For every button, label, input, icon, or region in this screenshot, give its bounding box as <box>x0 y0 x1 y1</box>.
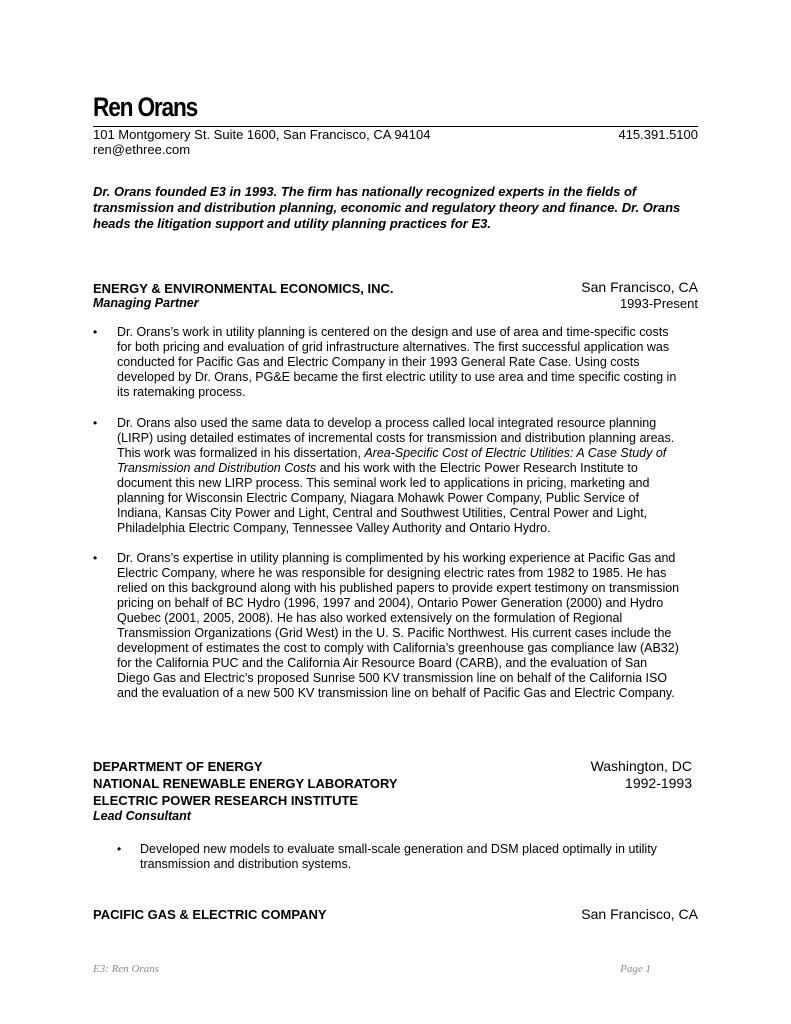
text-line: development of estimates the cost to comply with California’s greenhouse gas compliance law (AB32) <box>117 641 679 655</box>
dissertation-title: Transmission and Distribution Costs <box>117 461 317 475</box>
text-line: for both pricing and evaluation of grid infrastructure alternatives. The first successful application was <box>117 340 670 354</box>
text-line <box>117 446 674 461</box>
job1-organization: ENERGY & ENVIRONMENTAL ECONOMICS, INC. <box>93 281 394 296</box>
job1-role: Managing Partner <box>93 296 199 310</box>
text-line: document this new LIRP process. This seminal work led to applications in pricing, marketing and <box>117 476 650 490</box>
text-line: relied on this background along with his published papers to provide expert testimony on transmission <box>117 581 680 595</box>
bullet-icon: • <box>93 416 98 430</box>
address: 101 Montgomery St. Suite 1600, San Francisco, CA 94104 <box>93 127 431 142</box>
dissertation-title: Area-Specific Cost of Electric Utilities: A Case Study of <box>364 446 667 460</box>
page-number: Page 1 <box>620 963 651 975</box>
footer-left: E3: Ren Orans <box>93 963 159 975</box>
job2-organization-1: DEPARTMENT OF ENERGY <box>93 759 263 774</box>
text-line: transmission and distribution systems. <box>140 857 352 871</box>
text-line: Dr. Orans’s work in utility planning is centered on the design and use of area and time-specific costs <box>117 325 669 339</box>
text-line: (LIRP) using detailed estimates of incremental costs for transmission and distribution planning areas. <box>117 431 675 445</box>
text-run: This work was formalized in his dissertation, <box>117 446 365 460</box>
text-line: pricing on behalf of BC Hydro (1996, 1997 and 2004), Ontario Power Generation (2000) and Hydro <box>117 596 664 610</box>
text-line: Dr. Orans also used the same data to develop a process called local integrated resource planning <box>117 416 657 430</box>
job2-dates: 1992-1993 <box>625 775 692 791</box>
summary-line: Dr. Orans founded E3 in 1993. The firm has nationally recognized experts in the fields of <box>93 184 637 199</box>
job1-location: San Francisco, CA <box>581 279 698 295</box>
summary-line: transmission and distribution planning, economic and regulatory theory and finance. Dr. Orans <box>93 200 681 215</box>
summary-line: heads the litigation support and utility planning practices for E3. <box>93 216 491 231</box>
job1-bullet-1 <box>117 325 676 400</box>
email[interactable]: ren@ethree.com <box>93 142 191 157</box>
job2-role: Lead Consultant <box>93 809 191 823</box>
job1-bullet-2 <box>117 416 674 536</box>
bullet-icon: • <box>93 325 98 339</box>
text-line: Electric Company, where he was responsible for designing electric rates from 1982 to 1985. He has <box>117 566 667 580</box>
text-line: Quebec (2001, 2005, 2008). He has also worked extensively on the formulation of Regional <box>117 611 623 625</box>
phone: 415.391.5100 <box>618 127 698 142</box>
job2-organization-3: ELECTRIC POWER RESEARCH INSTITUTE <box>93 793 359 808</box>
job2-location: Washington, DC <box>590 758 692 774</box>
bullet-icon: • <box>117 842 122 856</box>
candidate-name: Ren Orans <box>93 92 198 122</box>
job1-dates: 1993-Present <box>619 296 698 311</box>
text-line: Dr. Orans’s expertise in utility planning is complimented by his working experience at Pacific Gas and <box>117 551 676 565</box>
text-line: planning for Wisconsin Electric Company, Niagara Mohawk Power Company, Public Service of <box>117 491 639 505</box>
text-run: and his work with the Electric Power Research Institute to <box>316 461 638 475</box>
bullet-icon: • <box>93 551 98 565</box>
text-line: Transmission Organizations (Grid West) in the U. S. Pacific Northwest. His current cases include the <box>117 626 672 640</box>
text-line: Developed new models to evaluate small-scale generation and DSM placed optimally in utility <box>140 842 657 856</box>
text-line: conducted for Pacific Gas and Electric Company in their 1993 General Rate Case. Using costs <box>117 355 640 369</box>
text-line: its ratemaking process. <box>117 385 246 399</box>
text-line: Diego Gas and Electric’s proposed Sunrise 500 KV transmission line on behalf of the California ISO <box>117 671 668 685</box>
job2-organization-2: NATIONAL RENEWABLE ENERGY LABORATORY <box>93 776 398 791</box>
text-line: Philadelphia Electric Company, Tennessee Valley Authority and Ontario Hydro. <box>117 521 551 535</box>
job3-location: San Francisco, CA <box>581 906 698 922</box>
job1-bullet-3 <box>117 551 679 701</box>
text-line: Indiana, Kansas City Power and Light, Central and Southwest Utilities, Central Power and Light, <box>117 506 648 520</box>
text-line <box>117 461 674 476</box>
text-line: developed by Dr. Orans, PG&E became the first electric utility to use area and time specific costing in <box>117 370 677 384</box>
job3-organization: PACIFIC GAS & ELECTRIC COMPANY <box>93 907 327 922</box>
summary-paragraph <box>93 184 699 232</box>
text-line: for the California PUC and the California Air Resource Board (CARB), and the evaluation of San <box>117 656 648 670</box>
text-line: and the evaluation of a new 500 KV transmission line on behalf of Pacific Gas and Electric Company. <box>117 686 675 700</box>
job2-bullet-1 <box>140 842 657 872</box>
